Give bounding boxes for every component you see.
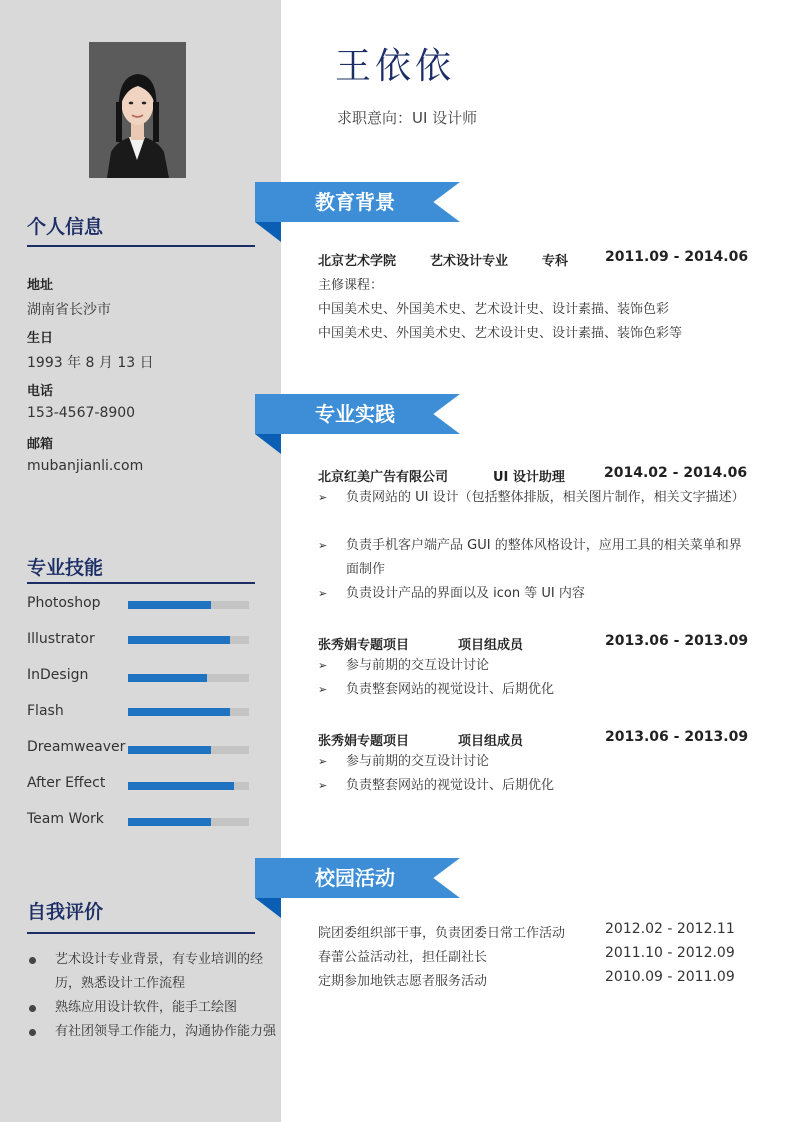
campus-period: 2010.09 - 2011.09 (605, 969, 735, 985)
practice-ribbon (255, 394, 460, 434)
sidebar (0, 0, 281, 1122)
job-org: 北京红美广告有限公司 (318, 470, 449, 485)
skill-name: After Effect (27, 775, 106, 791)
job-role: 项目组成员 (458, 734, 524, 749)
candidate-name: 王依依 (335, 46, 456, 87)
arrow-bullet-icon: ➢ (318, 683, 328, 696)
campus-activity: 院团委组织部干事，负责团委日常工作活动 (318, 926, 566, 941)
skill-bar-fill (128, 746, 211, 754)
self-eval-item: 艺术设计专业背景，有专业培训的经历，熟悉设计工作流程 (27, 948, 277, 996)
personal-info-divider (27, 245, 255, 247)
campus-activity: 春蕾公益活动社，担任副社长 (318, 950, 488, 965)
arrow-bullet-icon: ➢ (318, 491, 328, 504)
skill-bar (128, 636, 249, 644)
bullet-dot-icon (29, 957, 36, 964)
skill-name: Team Work (27, 811, 104, 827)
job-intent: 求职意向：UI 设计师 (337, 109, 478, 127)
edu-courses-line: 中国美术史、外国美术史、艺术设计史、设计素描、装饰色彩 (318, 302, 670, 317)
skills-divider (27, 582, 255, 584)
bullet-dot-icon (29, 1005, 36, 1012)
campus-period: 2011.10 - 2012.09 (605, 945, 735, 961)
edu-degree: 专科 (542, 254, 569, 269)
job-duty: ➢ 负责整套网站的视觉设计、后期优化 (318, 774, 748, 798)
education-title: 教育背景 (315, 190, 395, 214)
job-duty: ➢ 负责设计产品的界面以及 icon 等 UI 内容 (318, 582, 748, 606)
portrait-image (89, 42, 186, 178)
skill-bar-fill (128, 636, 230, 644)
self-eval-item: 有社团领导工作能力，沟通协作能力强 (27, 1020, 277, 1044)
job-duty: ➢ 负责手机客户端产品 GUI 的整体风格设计，应用工具的相关菜单和界面制作 (318, 534, 748, 582)
job-period: 2014.02 - 2014.06 (604, 465, 748, 481)
skill-bar-fill (128, 782, 234, 790)
self-eval-divider (27, 932, 255, 934)
phone-label: 电话 (27, 384, 54, 399)
profile-photo (89, 42, 186, 178)
job-duty: ➢ 负责整套网站的视觉设计、后期优化 (318, 678, 748, 702)
birthday-label: 生日 (27, 331, 54, 346)
skill-bar-fill (128, 674, 207, 682)
skill-bar (128, 674, 249, 682)
birthday-value: 1993 年 8 月 13 日 (27, 355, 154, 371)
skill-name: Flash (27, 703, 64, 719)
phone-value: 153-4567-8900 (27, 405, 136, 421)
education-ribbon (255, 182, 460, 222)
address-value: 湖南省长沙市 (27, 302, 111, 318)
edu-period: 2011.09 - 2014.06 (605, 249, 749, 265)
skill-name: Illustrator (27, 631, 95, 647)
skill-bar (128, 782, 249, 790)
job-duty: ➢ 参与前期的交互设计讨论 (318, 750, 748, 774)
job-role: 项目组成员 (458, 638, 524, 653)
skill-bar (128, 818, 249, 826)
skill-bar-fill (128, 708, 230, 716)
arrow-bullet-icon: ➢ (318, 587, 328, 600)
self-eval-item: 熟练应用设计软件，能手工绘图 (27, 996, 277, 1020)
address-label: 地址 (27, 278, 54, 293)
job-duty: ➢ 参与前期的交互设计讨论 (318, 654, 748, 678)
campus-period: 2012.02 - 2012.11 (605, 921, 735, 937)
job-period: 2013.06 - 2013.09 (605, 729, 749, 745)
skill-name: InDesign (27, 667, 89, 683)
arrow-bullet-icon: ➢ (318, 779, 328, 792)
job-role: UI 设计助理 (493, 470, 565, 485)
campus-ribbon (255, 858, 460, 898)
job-period: 2013.06 - 2013.09 (605, 633, 749, 649)
email-value: mubanjianli.com (27, 458, 144, 474)
job-duty: ➢ 负责网站的 UI 设计（包括整体排版，相关图片制作，相关文字描述） (318, 486, 748, 510)
arrow-bullet-icon: ➢ (318, 659, 328, 672)
skill-bar-fill (128, 818, 211, 826)
skills-title: 专业技能 (27, 557, 104, 579)
campus-title: 校园活动 (315, 866, 395, 890)
job-org: 张秀娟专题项目 (318, 638, 410, 653)
skill-bar (128, 708, 249, 716)
skill-name: Dreamweaver (27, 739, 126, 755)
skill-name: Photoshop (27, 595, 101, 611)
arrow-bullet-icon: ➢ (318, 755, 328, 768)
job-org: 张秀娟专题项目 (318, 734, 410, 749)
skill-bar-fill (128, 601, 211, 609)
edu-courses-label: 主修课程： (318, 278, 384, 293)
skill-bar (128, 746, 249, 754)
practice-title: 专业实践 (315, 402, 395, 426)
edu-major: 艺术设计专业 (430, 254, 509, 269)
self-eval-title: 自我评价 (27, 901, 104, 923)
personal-info-title: 个人信息 (27, 216, 104, 238)
arrow-bullet-icon: ➢ (318, 539, 328, 552)
skill-bar (128, 601, 249, 609)
bullet-dot-icon (29, 1029, 36, 1036)
edu-courses-line: 中国美术史、外国美术史、艺术设计史、设计素描、装饰色彩等 (318, 326, 683, 341)
edu-school: 北京艺术学院 (318, 254, 397, 269)
email-label: 邮箱 (27, 437, 54, 452)
campus-activity: 定期参加地铁志愿者服务活动 (318, 974, 488, 989)
